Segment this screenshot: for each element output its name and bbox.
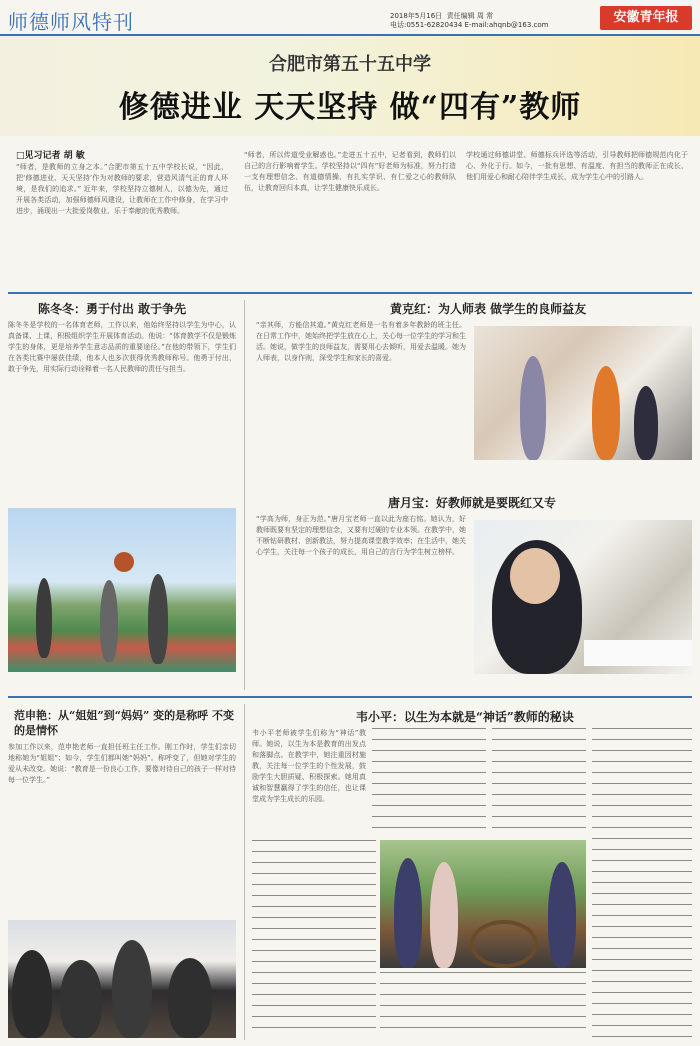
main-headline: 修德进业 天天坚持 做“四有”教师 — [118, 90, 582, 125]
article-title-huang: 黄克红：为人师表 做学生的良师益友 — [390, 302, 587, 316]
article-body-wei-4 — [592, 728, 692, 1038]
column-rule — [244, 300, 245, 690]
article-body-huang: “亲其师，方能信其道。”黄克红老师是一名有着多年教龄的班主任。在日常工作中，她始终把学生放在心上，关心每一位学生的学习和生活。她说，做学生的良师益友，需要用心去倾听，用爱去温暖。她为人师表，以身作则，深受学生和家长的喜爱。 — [256, 321, 466, 362]
contact-line: 电话:0551-62820434 E-mail:ahqnb@163.com — [390, 21, 549, 29]
article-title-wei: 韦小平：以生为本就是“神话”教师的秘诀 — [356, 710, 574, 724]
column-rule-2 — [244, 704, 245, 1040]
article-body-wei-2 — [372, 728, 486, 838]
article-body-chen: 陈冬冬是学校的一名体育老师，工作以来，他始终坚持以学生为中心，认真备课、上课，积极组织学生开展体育活动。他说：“体育教学不仅是锻炼学生的身体，更是培养学生意志品质的重要途径。”在他的带领下，学生们在各类比赛中屡获佳绩，他本人也多次获得优秀教师称号。他勇于付出，敢于争先，用实际行动诠释着一名人民教师的责任与担当。 — [8, 321, 236, 373]
intro-column-1: “师者，是教师的立身之本。”合肥市第五十五中学校长说，“因此，把‘修德进业、天天坚持’作为对教师的要求，营造风清气正的育人环境，是我们的追求。” 近年来，学校坚持立德树人，以德为先，通过开展各类活动，加强师德师风建设，让教师在工作中修身，在学习中进步，涌现出一大批爱岗敬业、乐于奉献的优秀教师。 — [16, 163, 228, 215]
article-title-chen: 陈冬冬：勇于付出 敢于争先 — [38, 302, 187, 316]
photo-basketball — [8, 508, 236, 672]
photo-teacher-desk — [474, 520, 692, 674]
article-body-fan: 参加工作以来，范申艳老师一直担任班主任工作。刚工作时，学生们亲切地称她为“姐姐”；如今，学生们都叫她“妈妈”。称呼变了，但她对学生的爱从未改变。她说：“教育是一份良心工作，要像对待自己的孩子一样对待每一位学生。” — [8, 743, 236, 784]
section-title: 师德师风特刊 — [8, 10, 134, 34]
intro-column-3: 学校通过师德讲堂、师德标兵评选等活动，引导教师把师德规范内化于心、外化于行。如今，一批有思想、有温度、有担当的教师正在成长，他们用爱心和耐心陪伴学生成长，成为学生心中的引路人。 — [466, 151, 688, 181]
school-name: 合肥市第五十五中学 — [269, 54, 431, 75]
photo-students-group — [8, 920, 236, 1038]
photo-classroom — [474, 326, 692, 460]
article-body-wei-1: 韦小平老师被学生们称为“神话”教师。她说，以生为本是教育的出发点和落脚点。在教学中，她注重因材施教，关注每一位学生的个性发展，鼓励学生大胆质疑、积极探索。她用真诚和智慧赢得了学生的信任，也让课堂成为学生成长的乐园。 — [252, 729, 366, 803]
article-title-fan: 范申艳：从“姐姐”到“妈妈” 变的是称呼 不变的是情怀 — [14, 709, 234, 737]
article-body-wei-5 — [252, 840, 376, 1038]
masthead-meta — [390, 12, 600, 30]
article-body-wei-3 — [492, 728, 586, 838]
section-divider — [8, 292, 692, 294]
byline: □见习记者 胡 敏 — [16, 151, 85, 161]
photo-park-students — [380, 840, 586, 968]
section-divider-2 — [8, 696, 692, 698]
article-title-tang: 唐月宝：好教师就是要既红又专 — [388, 496, 557, 510]
article-body-wei-6 — [380, 972, 586, 1038]
editor-line: 2018年5月16日 责任编辑 周 常 — [390, 12, 494, 20]
newspaper-logo: 安徽青年报 — [600, 6, 692, 30]
intro-column-2: “师者，所以传道受业解惑也。”走进五十五中，记者看到，教师们以自己的言行影响着学生。学校坚持以“四有”好老师为标准，努力打造一支有理想信念、有道德情操、有扎实学识、有仁爱之心的教师队伍，让教育回归本真，让学生健康快乐成长。 — [244, 151, 456, 192]
article-body-tang: “学高为师，身正为范。”唐月宝老师一直以此为座右铭。她认为，好教师既要有坚定的理想信念，又要有过硬的专业本领。在教学中，她不断钻研教材、创新教法，努力提高课堂教学效率；在生活中，她关心学生，关注每一个孩子的成长，用自己的言行为学生树立榜样。 — [256, 515, 466, 556]
